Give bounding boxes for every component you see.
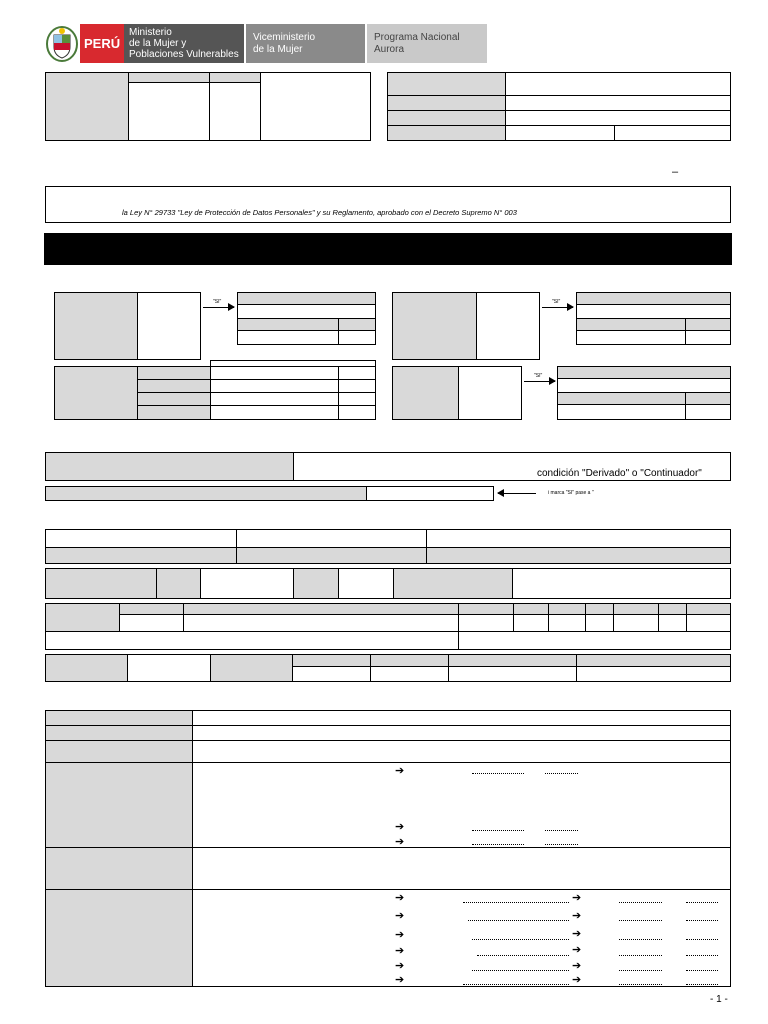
program-line-2: Aurora [374,44,405,55]
personal-row6-val-3[interactable] [448,666,577,682]
flow-left-detail-val-1[interactable] [237,330,339,345]
condition-value-cell[interactable] [293,452,731,481]
dotted-line [472,844,524,845]
dotted-line [545,773,578,774]
bottom-value-6[interactable] [192,889,731,987]
arrow-right-icon: ➔ [572,928,582,940]
peru-logo-block [80,24,124,63]
flow-left2-val-2a[interactable] [210,379,339,393]
personal-row4-val-4[interactable] [513,614,549,632]
condition-text: condición "Derivado" o "Continuador" [537,468,702,479]
privacy-notice-box [45,186,731,223]
vice-ministry-line-1: Viceministerio [253,32,316,43]
personal-row6-val-2[interactable] [370,666,449,682]
personal-row1-cell2[interactable] [236,529,427,548]
personal-row4-label [45,603,120,632]
dotted-line [477,955,569,956]
flow-right-question-answer[interactable] [476,292,540,360]
top-right-value-3[interactable] [505,110,731,126]
top-left-value-cell-1[interactable] [128,82,210,141]
personal-row3-label1 [45,568,157,599]
personal-row3-value3[interactable] [512,568,731,599]
personal-row3-label4 [393,568,513,599]
top-left-value-cell-2[interactable] [209,82,261,141]
arrow-right-icon: ➔ [395,836,405,848]
personal-row1-cell1[interactable] [45,529,237,548]
dotted-line [686,939,718,940]
vice-ministry-block [246,24,365,63]
flow-right2-detail-val-1[interactable] [557,404,686,420]
personal-row6-label2 [210,654,293,682]
flow-left2-val-3b[interactable] [338,392,376,406]
bottom-label-2 [45,725,193,741]
flow-left2-val-3a[interactable] [210,392,339,406]
dotted-line [472,773,524,774]
dotted-line [686,970,718,971]
flow-left2-val-1a[interactable] [210,366,339,380]
personal-row2-cell1 [45,547,237,564]
flow-left-detail-row[interactable] [237,304,376,319]
top-right-value-1[interactable] [505,72,731,96]
personal-row4-val-5[interactable] [548,614,586,632]
ministry-line-2: de la Mujer y [129,38,187,49]
dotted-line [619,920,662,921]
flow-left2-row-label-2 [137,379,211,393]
arrow-right-icon: ➔ [395,945,405,957]
flow-right-detail-val-1[interactable] [576,330,686,345]
marca-note: i marca "SI" pase a " [548,490,594,496]
arrow-right-icon: ➔ [395,960,405,972]
flow-right2-detail-row[interactable] [557,378,731,393]
flow-left2-label [54,366,138,420]
arrow-right-icon: ➔ [395,974,405,986]
flow-left-question-answer[interactable] [137,292,201,360]
bottom-value-2[interactable] [192,725,731,741]
personal-row6-label1 [45,654,128,682]
personal-row4-val-6[interactable] [585,614,614,632]
dotted-line [619,939,662,940]
dotted-line [463,984,569,985]
flow-left2-val-4b[interactable] [338,405,376,420]
program-block [367,24,487,63]
bottom-value-3[interactable] [192,740,731,763]
country-label: PERÚ [84,36,121,51]
ministry-line-1: Ministerio [129,27,172,38]
vice-ministry-line-2: de la Mujer [253,44,303,55]
dotted-line [686,955,718,956]
dotted-line [686,920,718,921]
flow-right2-detail-val-2[interactable] [685,404,731,420]
top-right-value-2[interactable] [505,95,731,111]
personal-row5-cell2[interactable] [458,631,731,650]
personal-row4-val-2[interactable] [183,614,459,632]
flow-right-detail-row[interactable] [576,304,731,319]
bottom-label-3 [45,740,193,763]
personal-row3-label3 [293,568,339,599]
personal-row2-cell2 [236,547,427,564]
dotted-line [619,984,662,985]
program-line-1: Programa Nacional [374,32,460,43]
personal-row5-cell1[interactable] [45,631,459,650]
si-label-1: "SI" [213,299,222,305]
top-left-wide-cell[interactable] [260,72,371,141]
dotted-line [686,902,718,903]
bottom-label-1 [45,710,193,726]
page-number: - 1 - [710,994,728,1005]
dotted-line [545,830,578,831]
bottom-value-4[interactable] [192,762,731,848]
dotted-line [619,955,662,956]
top-right-value-4b[interactable] [614,125,731,141]
top-left-label-cell [45,72,129,141]
dotted-line [619,902,662,903]
si-label-2: "SI" [552,299,561,305]
arrow-right-icon: ➔ [572,944,582,956]
arrow-right-icon: ➔ [395,765,405,777]
bottom-value-1[interactable] [192,710,731,726]
arrow-right-icon: ➔ [395,929,405,941]
flow-right-question-label [392,292,477,360]
dotted-line [472,939,569,940]
dotted-line [463,902,569,903]
bottom-value-5[interactable] [192,847,731,890]
flow-right2-answer[interactable] [458,366,522,420]
flow-left2-val-4a[interactable] [210,405,339,420]
section-header-bar [44,233,732,265]
bottom-label-6 [45,889,193,987]
personal-row4-val-7[interactable] [613,614,659,632]
bottom-label-4 [45,762,193,848]
referral-label-cell [45,486,367,501]
personal-row2-cell3 [426,547,731,564]
personal-row4-val-3[interactable] [458,614,514,632]
personal-row6-value1[interactable] [127,654,211,682]
arrow-right-icon: ➔ [572,892,582,904]
flow-left2-row-label-1 [137,366,211,380]
flow-left2-val-2b[interactable] [338,379,376,393]
flow-left-detail-val-2[interactable] [338,330,376,345]
dotted-line [468,920,569,921]
dotted-line [686,984,718,985]
personal-row6-val-1[interactable] [292,666,371,682]
dotted-line [472,830,524,831]
condition-label-cell [45,452,294,481]
arrow-right-icon: ➔ [395,910,405,922]
top-right-label-2 [387,95,506,111]
top-right-value-4a[interactable] [505,125,615,141]
flow-left2-val-1b[interactable] [338,366,376,380]
arrow-right-icon [203,307,234,308]
arrow-right-icon: ➔ [395,821,405,833]
personal-row3-value2[interactable] [338,568,394,599]
arrow-left-icon [498,493,536,494]
flow-right2-label [392,366,459,420]
personal-row3-label2 [156,568,201,599]
coat-of-arms-icon [45,25,79,63]
top-right-label-1 [387,72,506,96]
privacy-notice-text: la Ley N° 29733 "Ley de Protección de Datos Personales" y su Reglamento, aprobado con el Decreto Supremo N° 003 [122,208,517,217]
personal-row4-val-1[interactable] [119,614,184,632]
personal-row1-cell3[interactable] [426,529,731,548]
arrow-right-icon: ➔ [572,960,582,972]
flow-left2-row-label-3 [137,392,211,406]
personal-row3-value1[interactable] [200,568,294,599]
si-label-3: "SI" [534,373,543,379]
dotted-line [472,970,569,971]
flow-right-detail-val-2[interactable] [685,330,731,345]
arrow-right-icon: ➔ [572,974,582,986]
personal-row4-val-9[interactable] [686,614,731,632]
personal-row6-val-4[interactable] [576,666,731,682]
arrow-right-icon: ➔ [395,892,405,904]
ministry-block [124,24,244,63]
arrow-right-icon [542,307,573,308]
flow-left2-row-label-4 [137,405,211,420]
ministry-line-3: Poblaciones Vulnerables [129,49,239,60]
bottom-label-5 [45,847,193,890]
arrow-right-icon [524,381,555,382]
dash-mark: – [672,166,679,178]
flow-left-question-label [54,292,138,360]
top-right-label-4 [387,125,506,141]
dotted-line [619,970,662,971]
top-right-label-3 [387,110,506,126]
dotted-line [545,844,578,845]
personal-row4-val-8[interactable] [658,614,687,632]
arrow-right-icon: ➔ [572,910,582,922]
referral-value-cell[interactable] [366,486,494,501]
